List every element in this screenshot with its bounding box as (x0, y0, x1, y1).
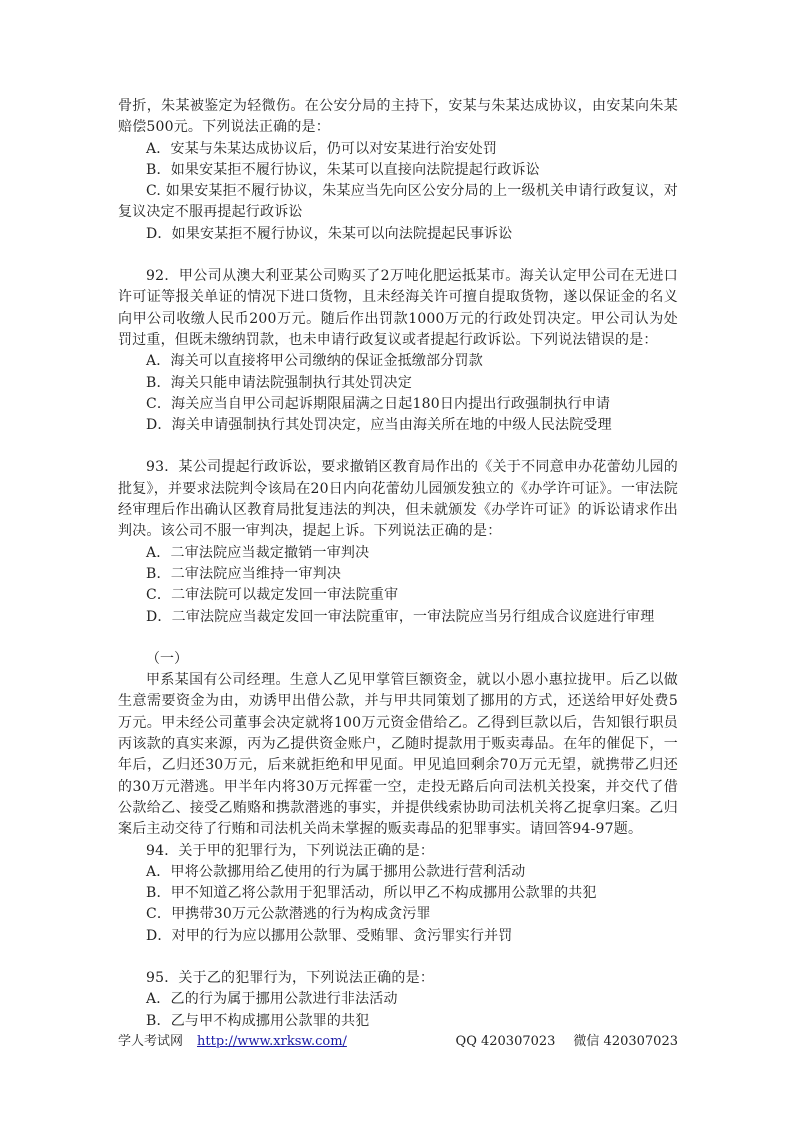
q91-stem-continuation: 骨折，朱某被鉴定为轻微伤。在公安分局的主持下，安某与朱某达成协议，由安某向朱某赔偿500元。下列说法正确的是： (118, 98, 678, 136)
case-section-label: （一） (146, 650, 188, 667)
q92-option-a: A．海关可以直接将甲公司缴纳的保证金抵缴部分罚款 (146, 353, 483, 370)
case-text: 甲系某国有公司经理。生意人乙见甲掌管巨额资金，就以小恩小惠拉拢甲。后乙以做生意需要资金为由，劝诱甲出借公款，并与甲共同策划了挪用的方式，还送给甲好处费5万元。甲未经公司董事会决定就将100万元资金借给乙。乙得到巨款以后，告知银行职员丙该款的真实来源，丙为乙提供资金账户，乙随时提款用于贩卖毒品。在年的催促下，一年后，乙归还30万元，后来就拒绝和甲见面。甲见追回剩余70万元无望，就携带乙归还的30万元潜逃。甲半年内将30万元挥霍一空，走投无路后向司法机关投案，并交代了借公款给乙、接受乙贿赂和携款潜逃的事实，并提供线索协助司法机关将乙捉拿归案。乙归案后主动交待了行贿和司法机关尚未掌握的贩卖毒品的犯罪事实。请回答94-97题。 (118, 672, 678, 838)
q95-option-b: B．乙与甲不构成挪用公款罪的共犯 (146, 1012, 370, 1029)
q93-option-b: B．二审法院应当维持一审判决 (146, 565, 342, 582)
q94-option-d: D．对甲的行为应以挪用公款罪、受贿罪、贪污罪实行并罚 (146, 927, 513, 944)
footer-right (456, 1033, 678, 1051)
q94-option-a: A．甲将公款挪用给乙使用的行为属于挪用公款进行营利活动 (146, 863, 526, 880)
footer-qq: QQ 420307023 (455, 1034, 556, 1049)
q93-option-d: D．二审法院应当裁定发回一审法院重审，一审法院应当另行组成合议庭进行审理 (146, 608, 655, 625)
q95-stem: 95．关于乙的犯罪行为，下列说法正确的是： (146, 969, 435, 986)
q92-option-b: B．海关只能申请法院强制执行其处罚决定 (146, 374, 413, 391)
q91-option-d: D．如果安某拒不履行协议，朱某可以向法院提起民事诉讼 (146, 225, 513, 242)
footer-site-link[interactable]: http://www.xrksw.com/ (197, 1034, 347, 1049)
spacer (118, 628, 678, 649)
q93-stem: 93．某公司提起行政诉讼，要求撤销区教育局作出的《关于不同意申办花蕾幼儿园的批复》，并要求法院判令该局在20日内向花蕾幼儿园颁发独立的《办学许可证》。一审法院经审理后作出确认区教育局批复违法的判决，但未就颁发《办学许可证》的诉讼请求作出判决。该公司不服一审判决，提起上诉。下列说法正确的是： (118, 459, 678, 540)
spacer (118, 436, 678, 457)
q93-option-c: C．二审法院可以裁定发回一审法院重审 (146, 587, 399, 604)
q94-option-c: C．甲携带30万元公款潜逃的行为构成贪污罪 (146, 906, 431, 923)
q93-option-a: A．二审法院应当裁定撤销一审判决 (146, 544, 370, 561)
q92-stem: 92．甲公司从澳大利亚某公司购买了2万吨化肥运抵某市。海关认定甲公司在无进口许可证等报关单证的情况下进口货物，且未经海关许可擅自提取货物，遂以保证金的名义向甲公司收缴人民币200万元。随后作出罚款1000万元的行政处罚决定。甲公司认为处罚过重，但既未缴纳罚款，也未申请行政复议或者提起行政诉讼。下列说法错误的是： (118, 268, 678, 348)
footer-site-name: 学人考试网 (118, 1034, 184, 1049)
q95-option-a: A．乙的行为属于挪用公款进行非法活动 (146, 991, 398, 1008)
page-footer (118, 1033, 678, 1051)
q92-option-c: C．海关应当自甲公司起诉期限届满之日起180日内提出行政强制执行申请 (146, 395, 611, 412)
footer-wechat: 微信 420307023 (573, 1034, 678, 1049)
q92-option-d: D．海关申请强制执行其处罚决定，应当由海关所在地的中级人民法院受理 (146, 417, 612, 434)
q94-option-b: B．甲不知道乙将公款用于犯罪活动，所以甲乙不构成挪用公款罪的共犯 (146, 885, 597, 902)
q91-option-b: B．如果安某拒不履行协议，朱某可以直接向法院提起行政诉讼 (146, 161, 540, 178)
spacer (118, 947, 678, 968)
q94-stem: 94．关于甲的犯罪行为，下列说法正确的是： (146, 842, 435, 859)
document-body (118, 96, 678, 1032)
q91-option-c: C. 如果安某拒不履行协议，朱某应当先向区公安分局的上一级机关申请行政复议，对复议决定不服再提起行政诉讼 (118, 183, 678, 221)
footer-left (118, 1033, 347, 1051)
spacer (118, 245, 678, 266)
q91-option-a: A．安某与朱某达成协议后，仍可以对安某进行治安处罚 (146, 140, 498, 157)
